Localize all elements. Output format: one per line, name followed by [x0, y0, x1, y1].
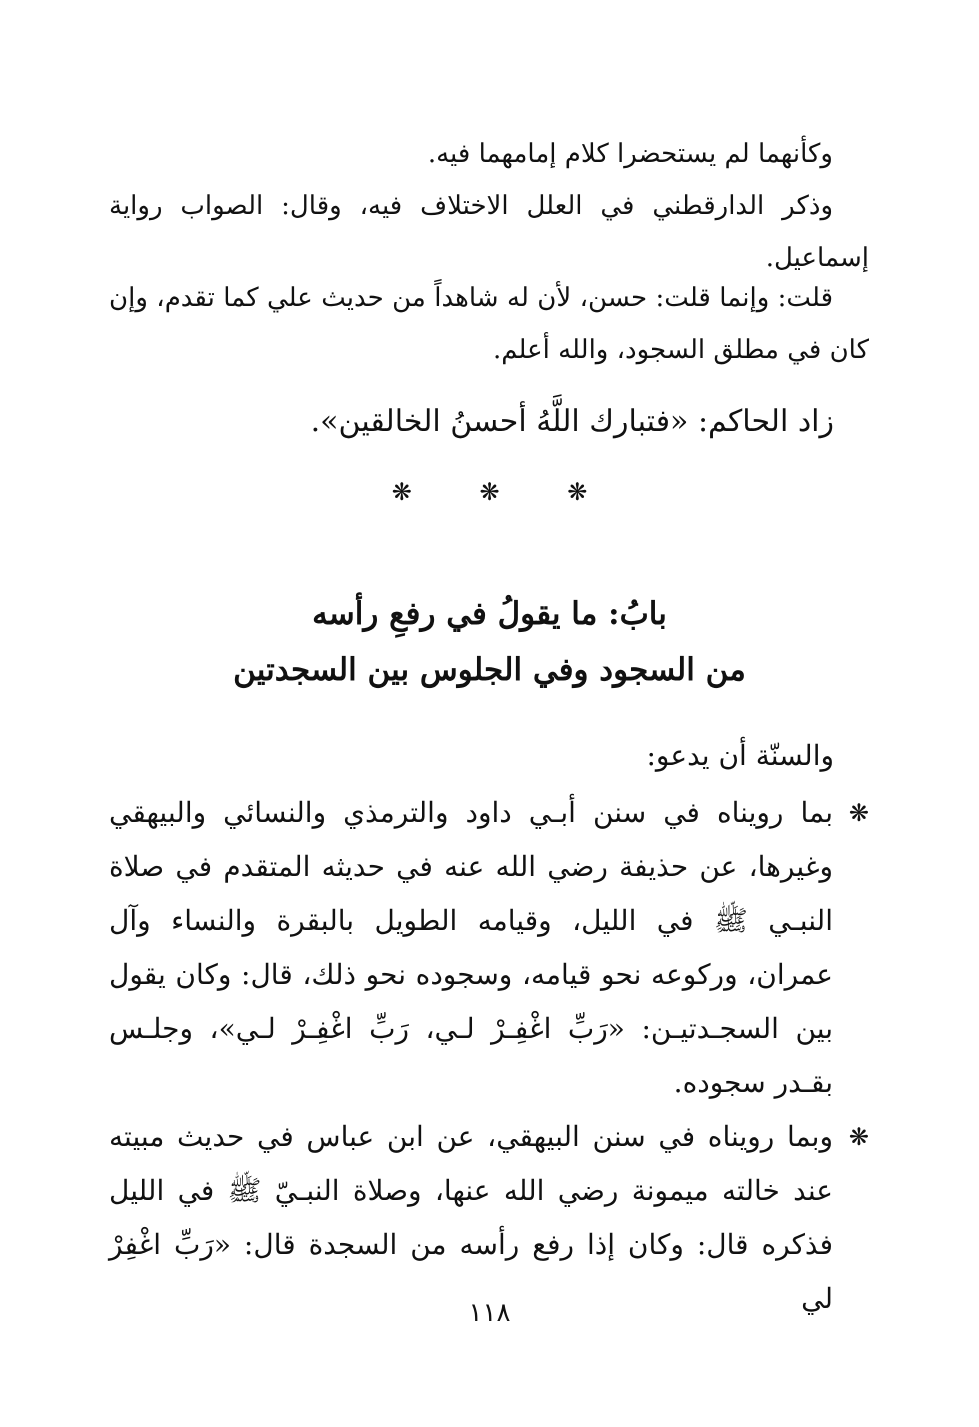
intro-line: والسنّة أن يدعو: — [646, 739, 834, 772]
paragraph-narration-note: وكأنهما لم يستحضرا كلام إمامهما فيه. — [427, 139, 833, 169]
paragraph-daraqutni: وذكر الدارقطني في العلل الاختلاف فيه، وقال: الصواب رواية إسماعيل. — [109, 191, 869, 273]
bullet-text: وبما رويناه في سنن البيهقي، عن ابن عباس في حديث مبيته عند خالته ميمونة رضي الله عنها، وصلاة النبـيّ ﷺ في الليل فذكره قال: وكان إذا رفع رأسه من السجدة قال: «رَبِّ اغْفِرْ لي — [109, 1120, 834, 1315]
separator-star-icon: ❋ — [479, 478, 500, 506]
chapter-title-line-2: من السجود وفي الجلوس بين السجدتين — [233, 652, 746, 688]
bullet-star-icon: ❋ — [848, 1123, 869, 1151]
page-number: ١١٨ — [468, 1298, 511, 1328]
bullet-item-hudhayfa — [109, 786, 869, 1110]
separator-star-icon: ❋ — [391, 478, 412, 506]
hakim-addition-quote: زاد الحاكم: «فتبارك اللَّهُ أحسنُ الخالقين». — [310, 404, 834, 439]
bullet-text: بما رويناه في سنن أبـي داود والترمذي والنسائي والبيهقي وغيرها، عن حذيفة رضي الله عنه في حديثه المتقدم في صلاة النبـي ﷺ في الليل، وقيامه الطويل بالبقرة والنساء وآل عمران، وركوعه نحو قيامه، وسجوده نحو ذلك، قال: وكان يقول بين السجـدتيـن: «رَبِّ اغْفِـرْ لـي، رَبِّ اغْفِـرْ لـي»، وجلـس بقـدر سجوده. — [109, 796, 833, 1099]
bullet-star-icon: ❋ — [848, 799, 869, 827]
section-separator — [0, 478, 979, 506]
bullet-item-ibn-abbas — [109, 1110, 869, 1326]
paragraph-author-comment: قلت: وإنما قلت: حسن، لأن له شاهداً من حديث علي كما تقدم، وإن كان في مطلق السجود، والله أعلم. — [109, 283, 869, 365]
separator-star-icon: ❋ — [567, 478, 588, 506]
chapter-title-line-1: بابُ: ما يقولُ في رفعِ رأسه — [312, 596, 667, 632]
